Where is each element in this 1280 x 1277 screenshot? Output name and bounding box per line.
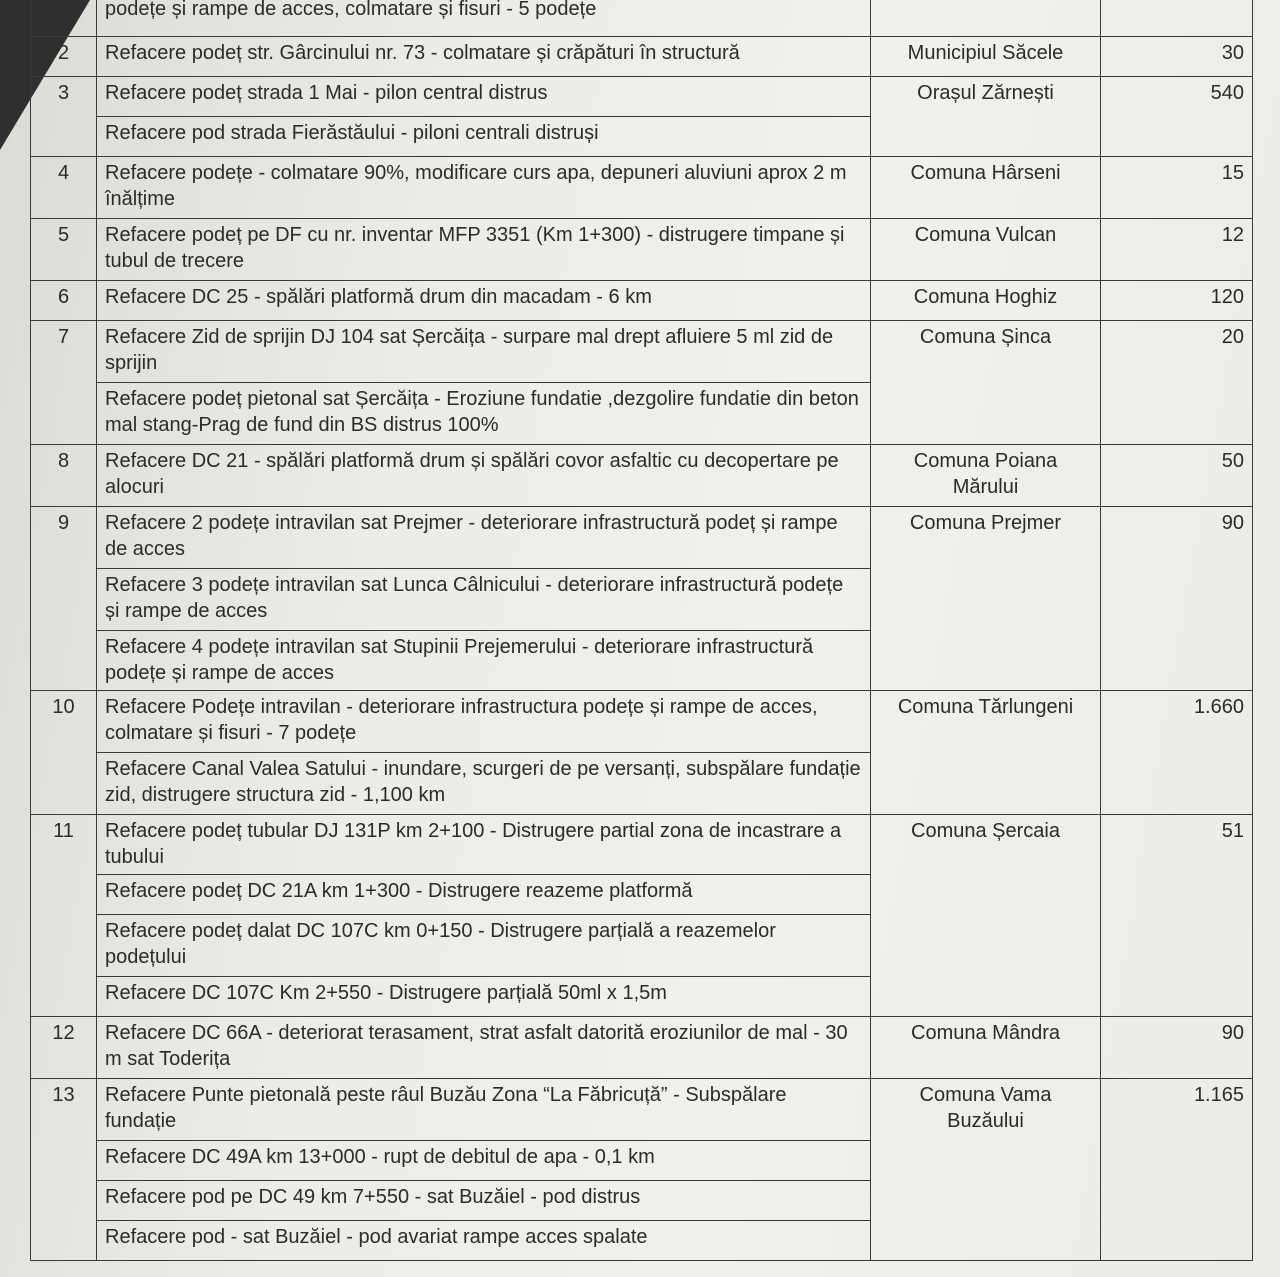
work-description: Refacere Podețe intravilan - deteriorare infrastructura podețe și rampe de acces, colmatare și fisuri - 7 podețe	[97, 691, 871, 753]
work-description: Refacere podeț dalat DC 107C km 0+150 - Distrugere parțială a reazemelor podețului	[97, 915, 871, 977]
table-row	[31, 507, 1253, 569]
work-description: Refacere podeț pietonal sat Șercăița - Eroziune fundatie ,dezgolire fundatie din beton mal stang-Prag de fund din BS distrus 100%	[97, 383, 871, 445]
amount-value: 12	[1101, 219, 1253, 281]
works-table	[30, 0, 1253, 1261]
locality: Orașul Zărnești	[871, 77, 1101, 157]
row-number: 2	[31, 37, 97, 77]
table-row	[31, 1079, 1253, 1141]
work-description: Refacere pod pe DC 49 km 7+550 - sat Buzăiel - pod distrus	[97, 1181, 871, 1221]
locality: Comuna Prejmer	[871, 507, 1101, 691]
locality: Comuna Tărlungeni	[871, 691, 1101, 815]
work-description: Refacere pod strada Fierăstăului - piloni centrali distruși	[97, 117, 871, 157]
work-description: Refacere DC 49A km 13+000 - rupt de debitul de apa - 0,1 km	[97, 1141, 871, 1181]
row-number: 3	[31, 77, 97, 157]
work-description: Refacere podeț strada 1 Mai - pilon central distrus	[97, 77, 871, 117]
work-description: Refacere DC 66A - deteriorat terasament, strat asfalt datorită eroziunilor de mal - 30 m sat Toderița	[97, 1017, 871, 1079]
table-row	[31, 691, 1253, 753]
row-number: 7	[31, 321, 97, 445]
amount-value: 51	[1101, 815, 1253, 1017]
amount-value: 1.660	[1101, 691, 1253, 815]
amount-value	[1101, 0, 1253, 37]
amount-value: 50	[1101, 445, 1253, 507]
locality: Comuna Poiana Mărului	[871, 445, 1101, 507]
work-description: Refacere podeț tubular DJ 131P km 2+100 - Distrugere partial zona de incastrare a tubului	[97, 815, 871, 875]
locality: Municipiul Săcele	[871, 37, 1101, 77]
amount-value: 30	[1101, 37, 1253, 77]
work-description: Refacere podeț str. Gârcinului nr. 73 - colmatare și crăpături în structură	[97, 37, 871, 77]
row-number: 5	[31, 219, 97, 281]
locality: Comuna Hoghiz	[871, 281, 1101, 321]
amount-value: 120	[1101, 281, 1253, 321]
table-row	[31, 1017, 1253, 1079]
work-description: Refacere 3 podețe intravilan sat Lunca Câlnicului - deteriorare infrastructură podețe și rampe de acces	[97, 569, 871, 631]
locality: Comuna Mândra	[871, 1017, 1101, 1079]
amount-value: 540	[1101, 77, 1253, 157]
table-row	[31, 157, 1253, 219]
work-description: Refacere Zid de sprijin DJ 104 sat Șercăița - surpare mal drept afluiere 5 ml zid de sprijin	[97, 321, 871, 383]
row-number: 4	[31, 157, 97, 219]
work-description: Refacere DC 107C Km 2+550 - Distrugere parțială 50ml x 1,5m	[97, 977, 871, 1017]
locality: Comuna Vama Buzăului	[871, 1079, 1101, 1261]
table-row	[31, 281, 1253, 321]
work-description: Refacere pod - sat Buzăiel - pod avariat rampe acces spalate	[97, 1221, 871, 1261]
work-description: Refacere 2 podețe intravilan sat Prejmer - deteriorare infrastructură podeț și rampe de acces	[97, 507, 871, 569]
table-row	[31, 445, 1253, 507]
work-description: Refacere DC 21 - spălări platformă drum și spălări covor asfaltic cu decopertare pe alocuri	[97, 445, 871, 507]
locality: Comuna Șercaia	[871, 815, 1101, 1017]
locality: Comuna Șinca	[871, 321, 1101, 445]
row-number: 8	[31, 445, 97, 507]
row-number: 9	[31, 507, 97, 691]
row-number	[31, 0, 97, 37]
work-description: Refacere DC 25 - spălări platformă drum din macadam - 6 km	[97, 281, 871, 321]
table-row	[31, 815, 1253, 875]
work-description: Refacere 4 podețe intravilan sat Stupinii Prejemerului - deteriorare infrastructură podețe și rampe de acces	[97, 631, 871, 691]
row-number: 10	[31, 691, 97, 815]
work-description: podețe și rampe de acces, colmatare și fisuri - 5 podețe	[97, 0, 871, 37]
locality	[871, 0, 1101, 37]
row-number: 13	[31, 1079, 97, 1261]
amount-value: 20	[1101, 321, 1253, 445]
locality: Comuna Hârseni	[871, 157, 1101, 219]
table-row	[31, 77, 1253, 117]
amount-value: 1.165	[1101, 1079, 1253, 1261]
row-number: 6	[31, 281, 97, 321]
table-row	[31, 219, 1253, 281]
work-description: Refacere podeț DC 21A km 1+300 - Distrugere reazeme platformă	[97, 875, 871, 915]
work-description: Refacere podeț pe DF cu nr. inventar MFP 3351 (Km 1+300) - distrugere timpane și tubul de trecere	[97, 219, 871, 281]
work-description: Refacere Canal Valea Satului - inundare, scurgeri de pe versanți, subspălare fundație zid, distrugere structura zid - 1,100 km	[97, 753, 871, 815]
amount-value: 15	[1101, 157, 1253, 219]
table-row	[31, 0, 1253, 37]
locality: Comuna Vulcan	[871, 219, 1101, 281]
row-number: 12	[31, 1017, 97, 1079]
amount-value: 90	[1101, 1017, 1253, 1079]
table-row	[31, 37, 1253, 77]
row-number: 11	[31, 815, 97, 1017]
work-description: Refacere Punte pietonală peste râul Buzău Zona “La Făbricuță” - Subspălare fundație	[97, 1079, 871, 1141]
amount-value: 90	[1101, 507, 1253, 691]
work-description: Refacere podețe - colmatare 90%, modificare curs apa, depuneri aluviuni aprox 2 m înălțime	[97, 157, 871, 219]
table-row	[31, 321, 1253, 383]
